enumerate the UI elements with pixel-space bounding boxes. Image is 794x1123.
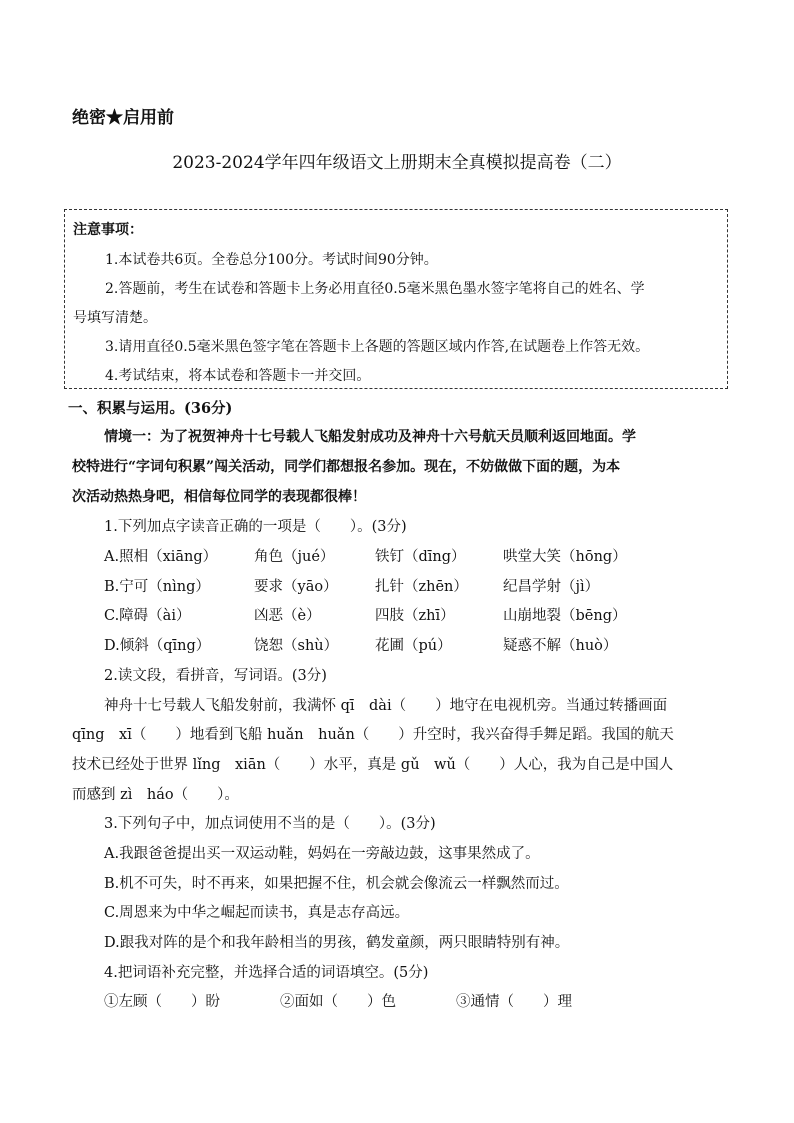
- q1-option: 山崩地裂（bēng）: [503, 608, 627, 624]
- q1-option: 铁钉（dīng）: [375, 549, 466, 565]
- q3-option: B.机不可失，时不再来，如果把握不住，机会就会像流云一样飘然而过。: [104, 876, 569, 892]
- q2-line: 而感到 zì háo（ ）。: [72, 787, 239, 803]
- notice-item: 2.答题前，考生在试卷和答题卡上务必用直径0.5毫米黑色墨水签字笔将自己的姓名、学: [105, 281, 645, 297]
- q1-option: 扎针（zhēn）: [375, 579, 468, 595]
- secret-label: 绝密★启用前: [72, 108, 174, 128]
- notice-item: 号填写清楚。: [73, 310, 157, 326]
- q1-option: A.照相（xiāng）: [104, 549, 218, 565]
- q2-line: 技术已经处于世界 lǐng xiān（ ）水平，真是 gǔ wǔ（ ）人心，我为自己是中国人: [72, 757, 674, 773]
- question-4-stem: 4.把词语补充完整，并选择合适的词语填空。(5分): [104, 965, 429, 981]
- section-heading: 一、积累与运用。(36分): [68, 400, 233, 417]
- q1-option: D.倾斜（qīng）: [104, 638, 211, 654]
- notice-heading: 注意事项：: [73, 222, 143, 238]
- q1-option: B.宁可（nìng）: [104, 579, 210, 595]
- question-2-stem: 2.读文段，看拼音，写词语。(3分): [104, 668, 327, 684]
- q4-item: ①左顾（ ）盼: [104, 994, 220, 1010]
- page-title: 2023-2024学年四年级语文上册期末全真模拟提高卷（二）: [172, 153, 622, 173]
- q4-item: ③通情（ ）理: [456, 994, 572, 1010]
- q1-option: 疑惑不解（huò）: [503, 638, 618, 654]
- q1-option: 四肢（zhī）: [375, 608, 455, 624]
- scenario-line: 次活动热热身吧，相信每位同学的表现都很棒！: [72, 489, 366, 505]
- q1-option: C.障碍（ài）: [104, 608, 191, 624]
- q1-option: 要求（yāo）: [254, 579, 338, 595]
- q1-option: 哄堂大笑（hōng）: [503, 549, 627, 565]
- scenario-line: 情境一：为了祝贺神舟十七号载人飞船发射成功及神舟十六号航天员顺利返回地面。学: [104, 429, 636, 445]
- notice-box: [64, 209, 728, 389]
- question-3-stem: 3.下列句子中，加点词使用不当的是（ ）。(3分): [104, 816, 436, 832]
- notice-item: 1.本试卷共6页。全卷总分100分。考试时间90分钟。: [105, 252, 438, 268]
- q1-option: 角色（jué）: [254, 549, 335, 565]
- q2-line: qīng xī（ ）地看到飞船 huǎn huǎn（ ）升空时，我兴奋得手舞足蹈。我国的航天: [72, 727, 674, 743]
- q1-option: 纪昌学射（jì）: [503, 579, 600, 595]
- q1-option: 凶恶（è）: [254, 608, 321, 624]
- q3-option: A.我跟爸爸提出买一双运动鞋，妈妈在一旁敲边鼓，这事果然成了。: [104, 846, 540, 862]
- notice-item: 4.考试结束，将本试卷和答题卡一并交回。: [105, 368, 371, 384]
- q3-option: D.跟我对阵的是个和我年龄相当的男孩，鹤发童颜，两只眼睛特别有神。: [104, 935, 570, 951]
- q2-line: 神舟十七号载人飞船发射前，我满怀 qī dài（ ）地守在电视机旁。当通过转播画面: [104, 698, 668, 714]
- notice-item: 3.请用直径0.5毫米黑色签字笔在答题卡上各题的答题区域内作答,在试题卷上作答无效。: [105, 339, 650, 355]
- question-1-stem: 1.下列加点字读音正确的一项是（ ）。(3分): [104, 519, 407, 535]
- q3-option: C.周恩来为中华之崛起而读书，真是志存高远。: [104, 905, 410, 921]
- q1-option: 花圃（pú）: [375, 638, 452, 654]
- q1-option: 饶恕（shù）: [254, 638, 339, 654]
- q4-item: ②面如（ ）色: [280, 994, 396, 1010]
- scenario-line: 校特进行“字词句积累”闯关活动，同学们都想报名参加。现在，不妨做做下面的题，为本: [72, 459, 621, 475]
